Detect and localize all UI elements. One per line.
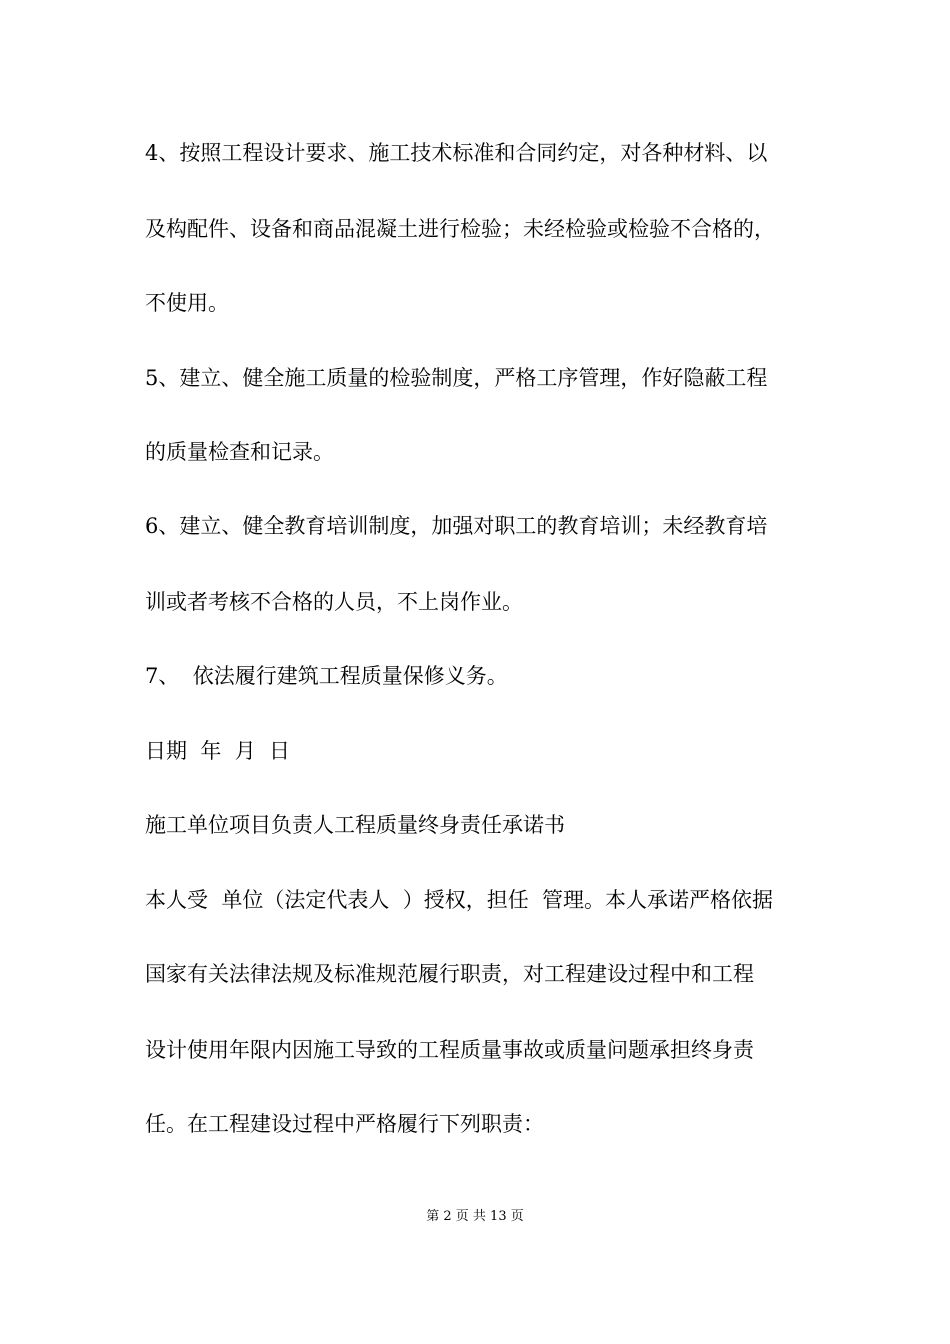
paragraph-line: 训或者考核不合格的人员，不上岗作业。 [145,590,523,614]
paragraph-line: 设计使用年限内因施工导致的工程质量事故或质量问题承担终身责 [145,1038,754,1062]
page-number-footer: 第 2 页 共 13 页 [426,1209,524,1224]
paragraph-line: 及构配件、设备和商品混凝土进行检验；未经检验或检验不合格的， [145,217,775,241]
section-title: 施工单位项目负责人工程质量终身责任承诺书 [145,813,565,837]
paragraph-line: 国家有关法律法规及标准规范履行职责，对工程建设过程中和工程 [145,962,754,986]
date-line: 日期 年 月 日 [145,739,291,763]
paragraph-line: 4、按照工程设计要求、施工技术标准和合同约定，对各种材料、以 [145,141,768,165]
paragraph-line: 6、建立、健全教育培训制度，加强对职工的教育培训；未经教育培 [145,514,768,538]
paragraph-line: 不使用。 [145,291,229,315]
paragraph-line: 任。在工程建设过程中严格履行下列职责： [145,1112,544,1136]
paragraph-line: 的质量检查和记录。 [145,440,334,464]
paragraph-line: 5、建立、健全施工质量的检验制度，严格工序管理，作好隐蔽工程 [145,366,768,390]
paragraph-line: 7、 依法履行建筑工程质量保修义务。 [145,664,508,688]
paragraph-line: 本人受 单位（法定代表人 ）授权，担任 管理。本人承诺严格依据 [145,888,774,912]
